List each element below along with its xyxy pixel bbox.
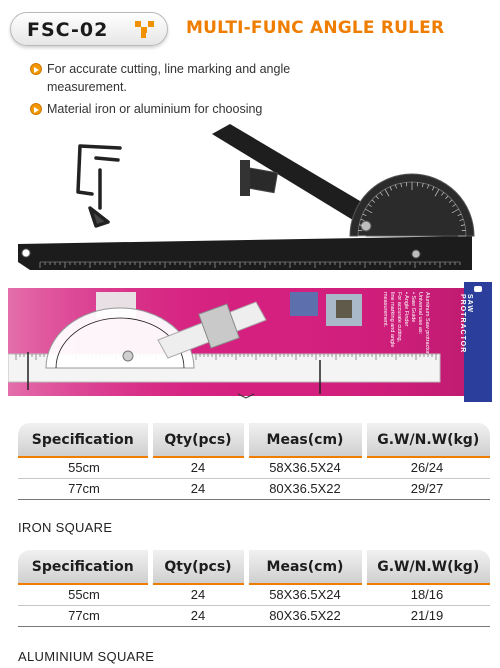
feature-item	[30, 100, 350, 118]
header-weight: G.W/N.W(kg)	[364, 423, 490, 457]
cell-meas: 58X36.5X24	[246, 584, 364, 605]
product-title: MULTI-FUNC ANGLE RULER	[186, 18, 445, 38]
iron-square-caption: IRON SQUARE	[18, 520, 113, 535]
feature-list	[30, 60, 350, 122]
header-meas: Meas(cm)	[246, 423, 364, 457]
table-row	[18, 457, 490, 478]
table-row	[18, 584, 490, 605]
cell-specification: 77cm	[18, 478, 150, 499]
table-header-row	[18, 550, 490, 584]
cell-qty: 24	[150, 605, 246, 626]
aluminium-square-table	[18, 550, 490, 627]
product-photo	[0, 120, 500, 280]
feature-text: For accurate cutting, line marking and angle measurement.	[47, 62, 291, 94]
package-description-text: Aluminum Saw protractor Universal use as: • Saw Guide • Angle Finder For accurate cutting, line marking and angle measurement.	[382, 292, 430, 354]
cell-weight: 18/16	[364, 584, 490, 605]
iron-square-table	[18, 423, 490, 500]
table-row	[18, 605, 490, 626]
cell-specification: 55cm	[18, 457, 150, 478]
table-row	[18, 478, 490, 499]
cell-specification: 77cm	[18, 605, 150, 626]
cell-weight: 21/19	[364, 605, 490, 626]
header-meas: Meas(cm)	[246, 550, 364, 584]
feature-text: Material iron or aluminium for choosing	[47, 102, 263, 116]
table-header-row	[18, 423, 490, 457]
cell-qty: 24	[150, 478, 246, 499]
feature-item	[30, 60, 350, 96]
header-specification: Specification	[18, 550, 150, 584]
header-qty: Qty(pcs)	[150, 550, 246, 584]
cell-meas: 58X36.5X24	[246, 457, 364, 478]
orange-arrow-bullet-icon	[30, 63, 42, 75]
header-qty: Qty(pcs)	[150, 423, 246, 457]
cell-weight: 29/27	[364, 478, 490, 499]
cell-meas: 80X36.5X22	[246, 605, 364, 626]
ruler-blade	[18, 236, 472, 270]
clamp-image	[78, 146, 120, 226]
header-specification: Specification	[18, 423, 150, 457]
package-brand-text: SAW PROTRACTOR	[459, 294, 473, 354]
model-badge	[10, 12, 168, 46]
aluminium-square-caption: ALUMINIUM SQUARE	[18, 649, 155, 664]
cell-meas: 80X36.5X22	[246, 478, 364, 499]
brand-logo-icon	[135, 21, 155, 39]
header-weight: G.W/N.W(kg)	[364, 550, 490, 584]
cell-qty: 24	[150, 584, 246, 605]
orange-arrow-bullet-icon	[30, 103, 42, 115]
cell-specification: 55cm	[18, 584, 150, 605]
model-code: FSC-02	[27, 19, 109, 41]
cell-weight: 26/24	[364, 457, 490, 478]
cell-qty: 24	[150, 457, 246, 478]
